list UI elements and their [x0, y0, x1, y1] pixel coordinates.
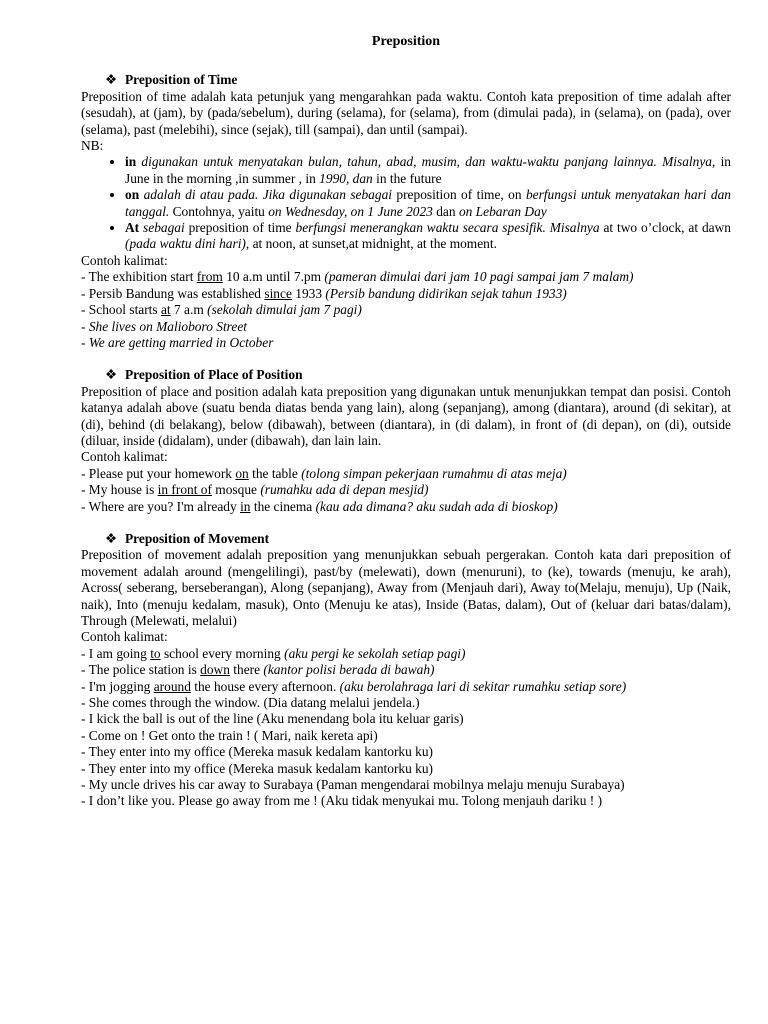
example-sentence: - Where are you? I'm already in the cinema (kau ada dimana? aku sudah ada di bioskop) — [81, 498, 558, 514]
diamond-bullet-icon: ❖ — [105, 367, 118, 383]
section-heading-movement: ❖ Preposition of Movement — [105, 530, 270, 546]
example-sentence: - She comes through the window. (Dia datang melalui jendela.) — [81, 695, 420, 711]
nb-item-at: • At sebagai preposition of time berfungsi menerangkan waktu secara spesifik. Misalnya at two o’clock, at dawn (pada waktu dini hari), at noon, at sunset,at midnight, at the moment. — [125, 220, 731, 253]
nb-item-in: • in digunakan untuk menyatakan bulan, tahun, abad, musim, dan waktu-waktu panjang lainnya. Misalnya, in June in the morning ,in summer , in 1990, dan in the future — [125, 154, 731, 187]
example-sentence: - She lives on Malioboro Street — [81, 318, 247, 334]
example-sentence: - We are getting married in October — [81, 334, 274, 350]
example-sentence: - The police station is down there (kantor polisi berada di bawah) — [81, 662, 435, 678]
example-sentence: - I am going to school every morning (aku pergi ke sekolah setiap pagi) — [81, 645, 466, 661]
diamond-bullet-icon: ❖ — [105, 72, 118, 88]
example-sentence: - Come on ! Get onto the train ! ( Mari, naik kereta api) — [81, 727, 378, 743]
nb-list — [81, 154, 731, 252]
example-sentence: - Persib Bandung was established since 1933 (Persib bandung didirikan sejak tahun 1933) — [81, 285, 567, 301]
section-heading-place: ❖ Preposition of Place of Position — [105, 367, 303, 383]
diamond-bullet-icon: ❖ — [105, 530, 118, 546]
examples-label: Contoh kalimat: — [81, 629, 168, 645]
place-intro: Preposition of place and position adalah kata preposition yang digunakan untuk menunjukkan tempat dan posisi. Contoh katanya adalah above (suatu benda diatas benda yang lain), along (sepanjang), among (diantara), around (di sekitar), at (di), behind (di belakang), below (dibawah), between (diantara), in (di dalam), in front of (di depan), on (di), outside (diluar, inside (didalam), under (dibawah), dan lain lain. — [81, 383, 731, 448]
example-sentence: - My uncle drives his car away to Surabaya (Paman mengendarai mobilnya melaju menuju Surabaya) — [81, 777, 625, 793]
nb-item-on: • on adalah di atau pada. Jika digunakan sebagai preposition of time, on berfungsi untuk menyatakan hari dan tanggal. Contohnya, yaitu on Wednesday, on 1 June 2023 dan on Lebaran Day — [125, 187, 731, 220]
movement-intro: Preposition of movement adalah preposition yang menunjukkan sebuah pergerakan. Contoh kata dari preposition of movement adalah around (mengelilingi), past/by (melewati), down (menuruni), to (ke), towards (menuju, ke arah), Across( seberang, berseberangan), Along (sepanjang), Away from (Menjauh dari), Away to(Melaju, menuju), Up (Naik, naik), Into (menuju kedalam, masuk), Onto (Menuju ke atas), Inside (Batas, dalam), Out of (keluar dari batas/dalam), Through (Melewati, melalui) — [81, 547, 731, 628]
example-sentence: - The exhibition start from 10 a.m until 7.pm (pameran dimulai dari jam 10 pagi sampai jam 7 malam) — [81, 269, 634, 285]
examples-label: Contoh kalimat: — [81, 252, 168, 268]
example-sentence: - I kick the ball is out of the line (Aku menendang bola itu keluar garis) — [81, 711, 464, 727]
example-sentence: - I'm jogging around the house every afternoon. (aku berolahraga lari di sekitar rumahku setiap sore) — [81, 678, 627, 694]
example-sentence: - School starts at 7 a.m (sekolah dimulai jam 7 pagi) — [81, 302, 362, 318]
example-sentence: - They enter into my office (Mereka masuk kedalam kantorku ku) — [81, 744, 434, 760]
example-sentence: - They enter into my office (Mereka masuk kedalam kantorku ku) — [81, 760, 434, 776]
page-title: Preposition — [371, 34, 441, 49]
example-sentence: - I don’t like you. Please go away from me ! (Aku tidak menyukai mu. Tolong menjauh dariku ! ) — [81, 793, 603, 809]
example-sentence: - Please put your homework on the table (tolong simpan pekerjaan rumahmu di atas meja) — [81, 465, 567, 481]
time-intro: Preposition of time adalah kata petunjuk yang mengarahkan pada waktu. Contoh kata preposition of time adalah after (sesudah), at (jam), by (pada/sebelum), during (selama), for (selama), from (dimulai pada), in (selama), on (pada), over (selama), past (melebihi), since (sejak), till (sampai), dan until (sampai). — [81, 88, 731, 137]
example-sentence: - My house is in front of mosque (rumahku ada di depan mesjid) — [81, 482, 429, 498]
document-page — [81, 34, 731, 810]
nb-label: NB: — [81, 138, 104, 154]
examples-label: Contoh kalimat: — [81, 449, 168, 465]
section-heading-time: ❖ Preposition of Time — [105, 72, 238, 88]
